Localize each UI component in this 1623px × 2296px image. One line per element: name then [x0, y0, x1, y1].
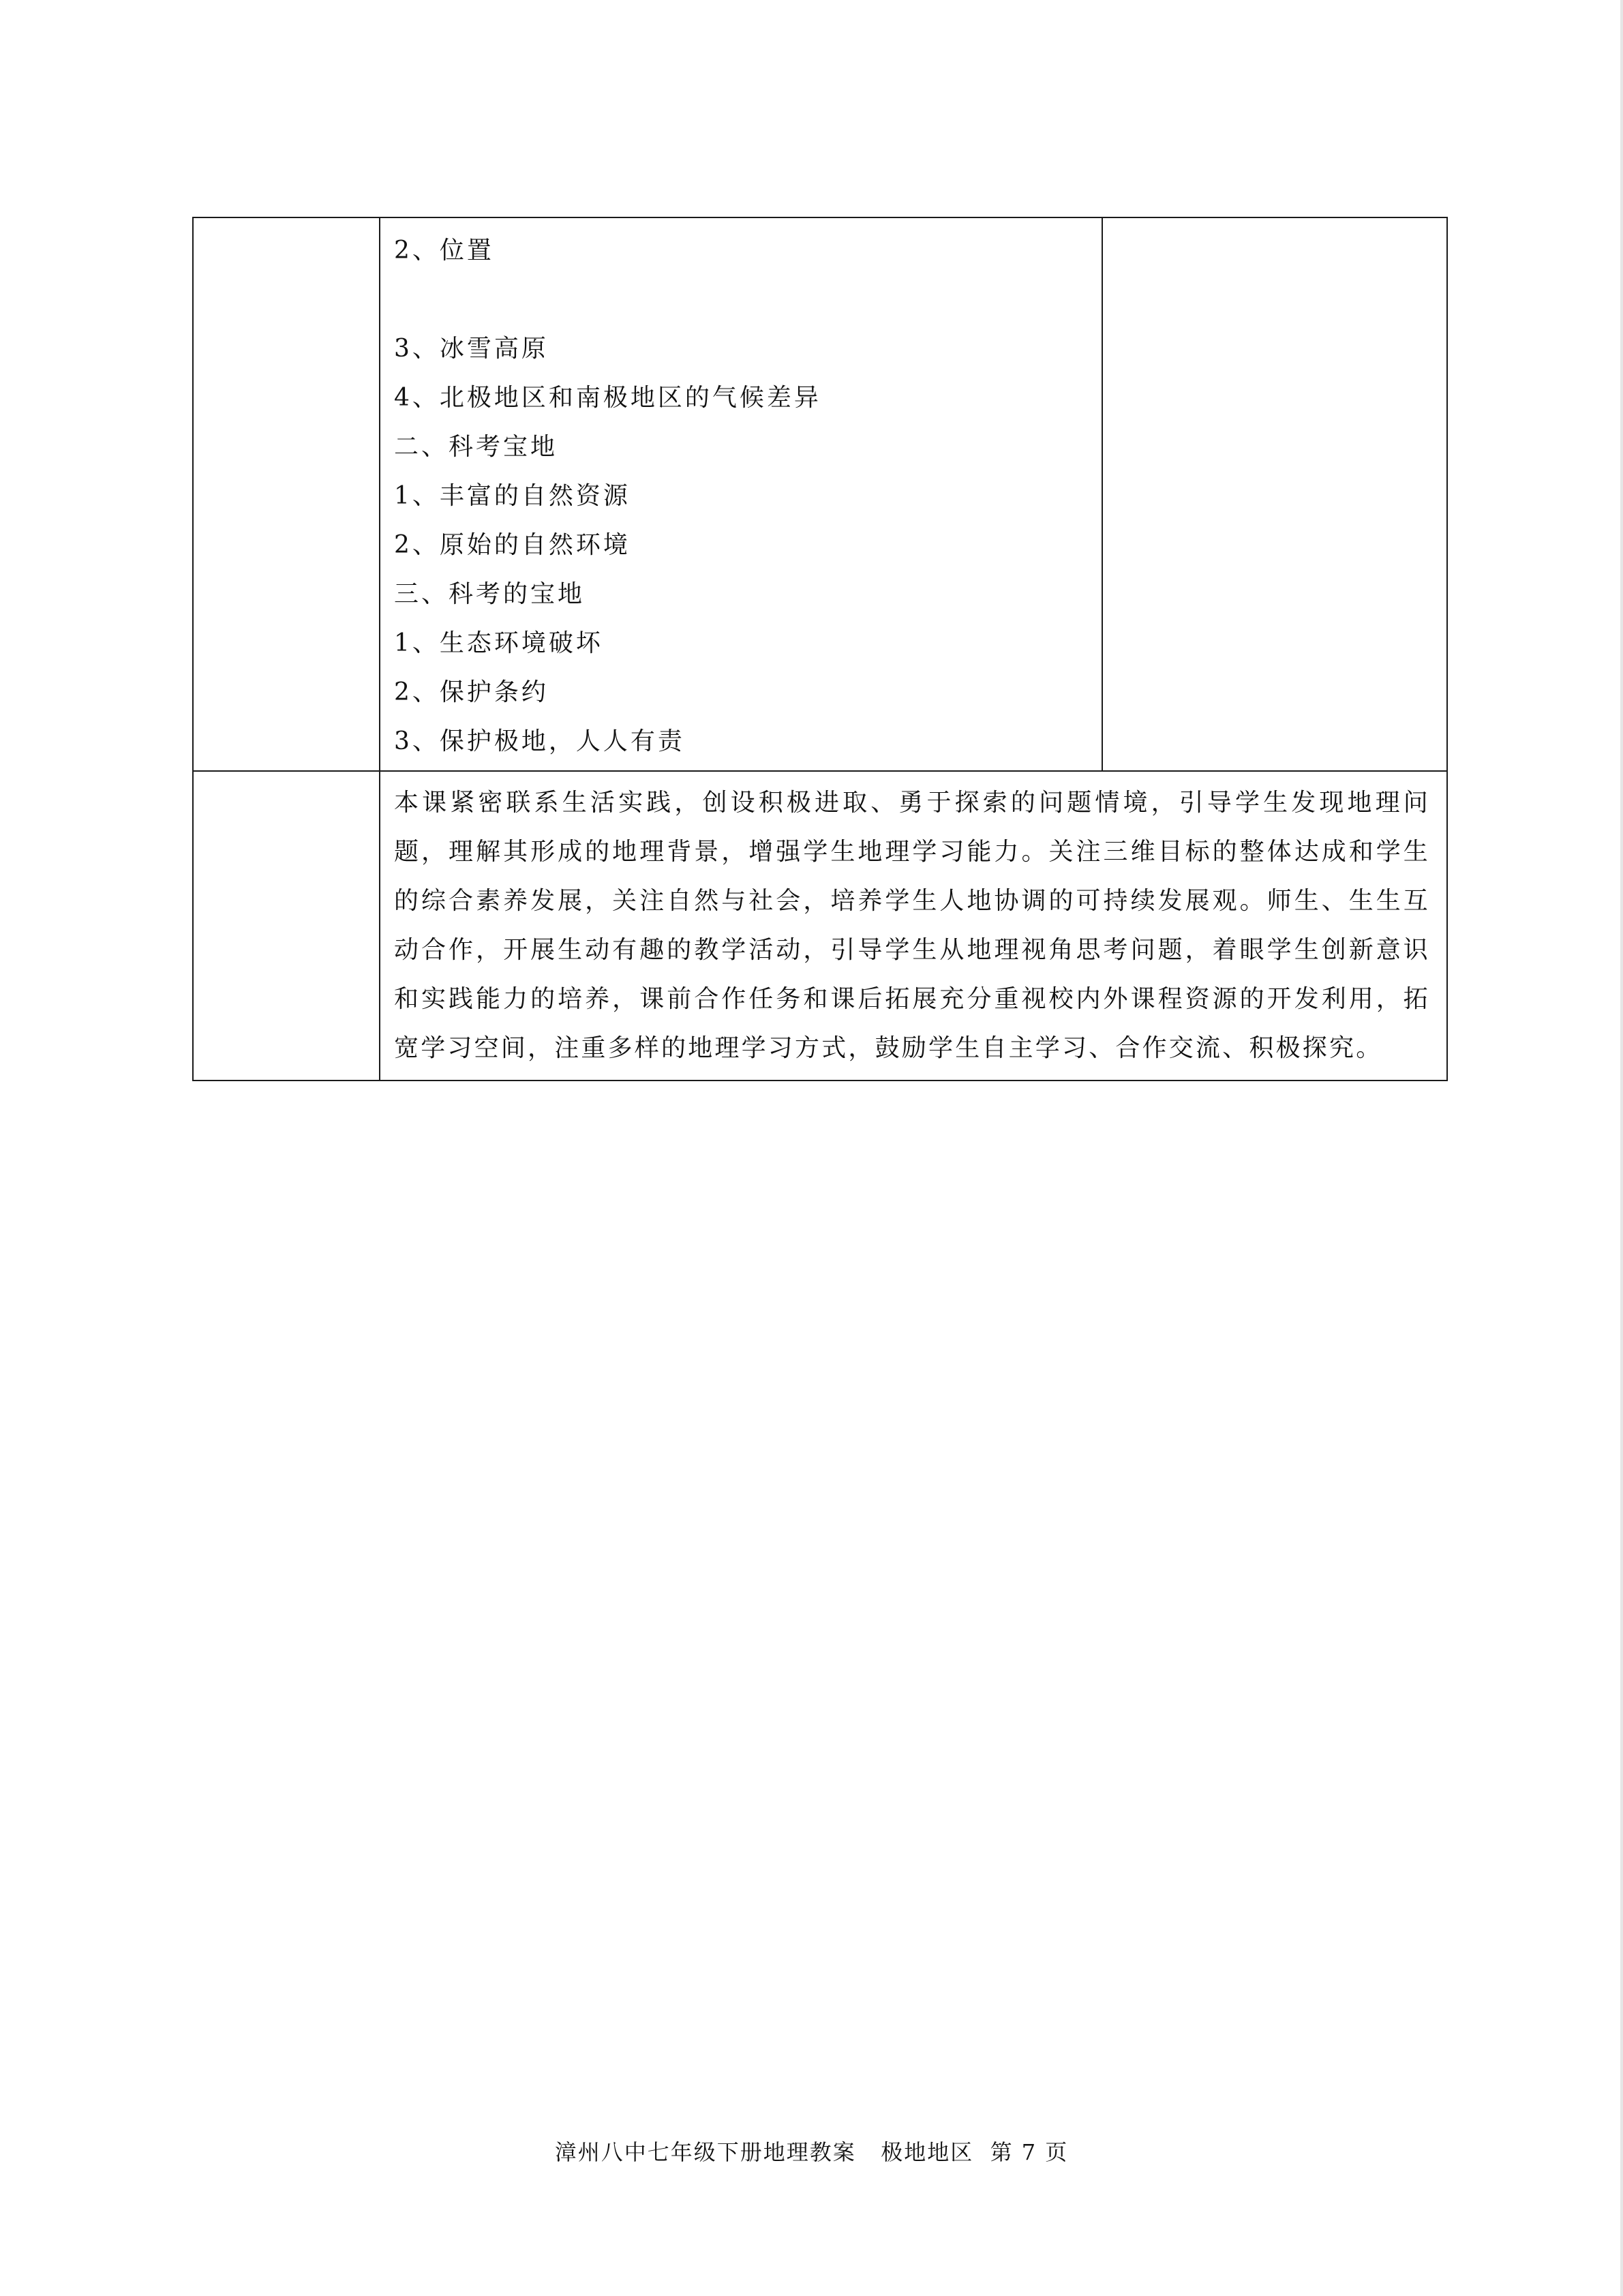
board-outline-list: [380, 218, 1102, 770]
reflection-cell: [380, 771, 1447, 1081]
table-row-reflection: [193, 771, 1447, 1081]
table-row-outline: [193, 217, 1447, 771]
page-edge: [1620, 0, 1623, 2296]
notes-cell: [1102, 217, 1447, 771]
page-footer: 漳州八中七年级下册地理教案 极地地区 第 7 页: [554, 2139, 1069, 2165]
outline-item: 二、科考宝地: [394, 433, 558, 461]
outline-item: 2、保护条约: [394, 678, 549, 706]
reflection-label-cell: [193, 771, 380, 1081]
outline-item: 2、位置: [394, 237, 494, 265]
outline-item: 3、保护极地，人人有责: [394, 727, 685, 755]
outline-item: 2、原始的自然环境: [394, 531, 631, 559]
row-label-cell: [193, 217, 380, 771]
outline-item: 1、丰富的自然资源: [394, 482, 631, 510]
lesson-plan-table: [192, 217, 1448, 1081]
outline-item: 三、科考的宝地: [394, 580, 586, 608]
outline-item: 4、北极地区和南极地区的气候差异: [394, 384, 821, 412]
board-outline-cell: [380, 217, 1102, 771]
outline-spacer: [394, 275, 1089, 324]
reflection-text: 本课紧密联系生活实践，创设积极进取、勇于探索的问题情境，引导学生发现地理问题，理解其形成的地理背景，增强学生地理学习能力。关注三维目标的整体达成和学生的综合素养发展，关注自然与社会，培养学生人地协调的可持续发展观。师生、生生互动合作，开展生动有趣的教学活动，引导学生从地理视角思考问题，着眼学生创新意识和实践能力的培养，课前合作任务和课后拓展充分重视校内外课程资源的开发利用，拓宽学习空间，注重多样的地理学习方式，鼓励学生自主学习、合作交流、积极探究。: [394, 789, 1430, 1062]
outline-item: 3、冰雪高原: [394, 335, 549, 363]
outline-item: 1、生态环境破坏: [394, 629, 603, 657]
